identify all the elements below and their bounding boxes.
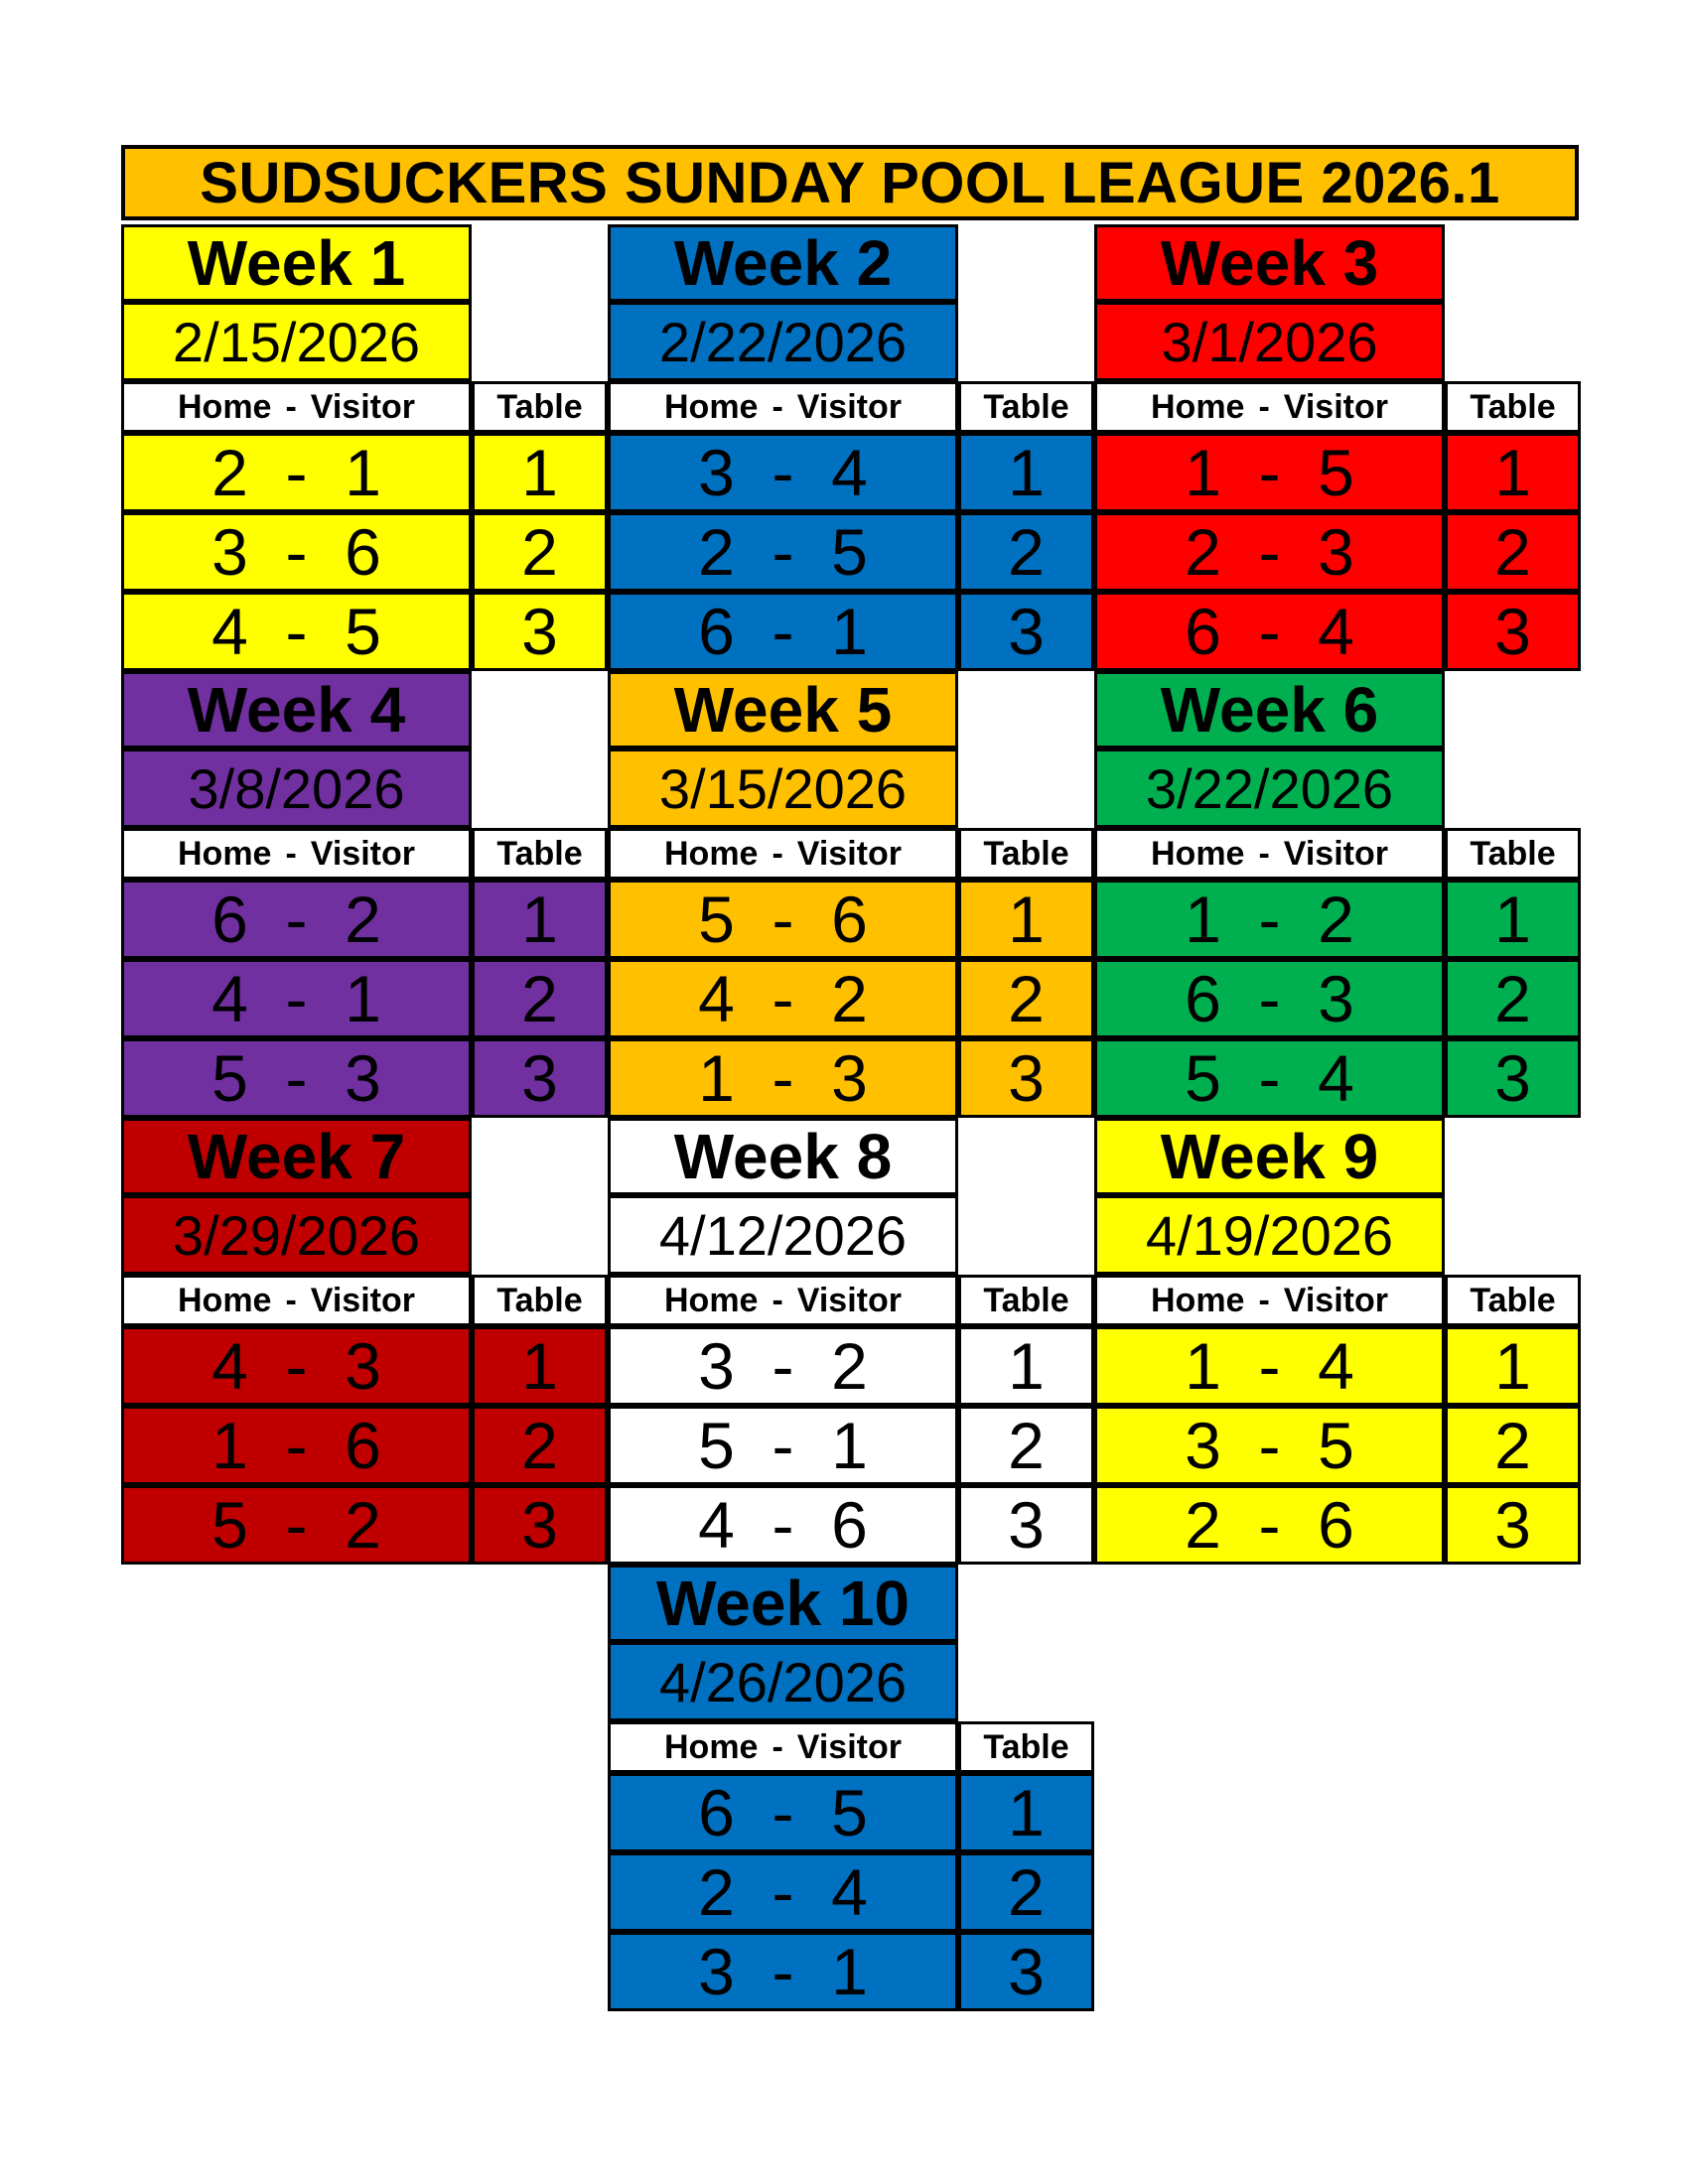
table-number: 3 <box>958 592 1094 671</box>
match-separator: - <box>772 436 794 509</box>
home-team: 1 <box>1185 436 1221 509</box>
match-cell <box>121 512 472 592</box>
match-cell <box>608 1773 958 1852</box>
table-number: 2 <box>958 959 1094 1038</box>
home-team: 3 <box>698 1935 735 2008</box>
home-header: Home <box>664 387 759 426</box>
week-label: Week 8 <box>608 1118 958 1195</box>
visitor-team: 2 <box>345 1488 381 1562</box>
home-team: 6 <box>1185 595 1221 668</box>
home-team: 6 <box>211 883 248 956</box>
table-number: 2 <box>472 959 608 1038</box>
match-cell <box>608 1485 958 1565</box>
home-visitor-header <box>121 1275 472 1326</box>
header-separator: - <box>1258 387 1270 426</box>
visitor-header: Visitor <box>310 834 415 873</box>
header-separator: - <box>772 1281 783 1319</box>
visitor-team: 1 <box>345 436 381 509</box>
visitor-header: Visitor <box>796 1281 902 1319</box>
visitor-team: 1 <box>831 1409 868 1482</box>
home-team: 5 <box>211 1041 248 1115</box>
visitor-team: 2 <box>345 883 381 956</box>
week-date: 4/19/2026 <box>1094 1195 1445 1275</box>
home-team: 4 <box>698 962 735 1035</box>
visitor-team: 4 <box>1318 1329 1354 1403</box>
week-block <box>1094 671 1581 1118</box>
match-cell <box>1094 959 1445 1038</box>
home-team: 1 <box>1185 883 1221 956</box>
match-separator: - <box>285 595 308 668</box>
home-team: 2 <box>698 515 735 589</box>
match-cell <box>608 880 958 959</box>
home-header: Home <box>1151 834 1245 873</box>
match-cell <box>121 592 472 671</box>
home-team: 3 <box>698 436 735 509</box>
match-cell <box>608 1852 958 1932</box>
table-number: 2 <box>1445 512 1581 592</box>
week-date: 3/1/2026 <box>1094 302 1445 381</box>
match-cell <box>1094 433 1445 512</box>
match-cell <box>608 433 958 512</box>
match-separator: - <box>1258 1488 1281 1562</box>
home-team: 3 <box>698 1329 735 1403</box>
week-date: 3/15/2026 <box>608 749 958 828</box>
header-separator: - <box>772 1727 783 1766</box>
table-header: Table <box>958 1721 1094 1773</box>
home-header: Home <box>664 834 759 873</box>
week-label: Week 6 <box>1094 671 1445 749</box>
match-cell <box>121 1038 472 1118</box>
home-team: 2 <box>698 1855 735 1929</box>
visitor-team: 5 <box>345 595 381 668</box>
table-number: 1 <box>958 1326 1094 1406</box>
home-visitor-header <box>608 1721 958 1773</box>
table-number: 2 <box>1445 959 1581 1038</box>
table-number: 1 <box>472 880 608 959</box>
match-separator: - <box>772 883 794 956</box>
visitor-header: Visitor <box>796 1727 902 1766</box>
week-date: 4/26/2026 <box>608 1642 958 1721</box>
table-number: 1 <box>1445 880 1581 959</box>
home-header: Home <box>1151 387 1245 426</box>
home-team: 4 <box>211 962 248 1035</box>
visitor-team: 2 <box>831 962 868 1035</box>
match-cell <box>121 1326 472 1406</box>
week-date: 4/12/2026 <box>608 1195 958 1275</box>
match-cell <box>608 1326 958 1406</box>
week-date: 2/15/2026 <box>121 302 472 381</box>
table-number: 3 <box>1445 592 1581 671</box>
week-date: 3/29/2026 <box>121 1195 472 1275</box>
match-cell <box>608 1932 958 2011</box>
week-label: Week 9 <box>1094 1118 1445 1195</box>
match-separator: - <box>1258 962 1281 1035</box>
header-separator: - <box>285 834 297 873</box>
table-number: 3 <box>958 1038 1094 1118</box>
week-block <box>1094 224 1581 671</box>
visitor-team: 1 <box>831 1935 868 2008</box>
visitor-team: 6 <box>831 1488 868 1562</box>
league-title: SUDSUCKERS SUNDAY POOL LEAGUE 2026.1 <box>121 145 1579 220</box>
home-header: Home <box>1151 1281 1245 1319</box>
table-number: 1 <box>958 433 1094 512</box>
home-visitor-header <box>1094 1275 1445 1326</box>
match-separator: - <box>772 515 794 589</box>
home-visitor-header <box>1094 381 1445 433</box>
header-separator: - <box>285 1281 297 1319</box>
week-label: Week 5 <box>608 671 958 749</box>
table-number: 2 <box>1445 1406 1581 1485</box>
visitor-team: 4 <box>831 1855 868 1929</box>
home-team: 3 <box>211 515 248 589</box>
match-separator: - <box>285 436 308 509</box>
visitor-team: 6 <box>345 515 381 589</box>
match-cell <box>1094 592 1445 671</box>
match-separator: - <box>772 1409 794 1482</box>
visitor-team: 5 <box>831 1776 868 1849</box>
week-label: Week 3 <box>1094 224 1445 302</box>
visitor-team: 5 <box>1318 1409 1354 1482</box>
table-header: Table <box>958 1275 1094 1326</box>
visitor-team: 6 <box>345 1409 381 1482</box>
home-team: 5 <box>1185 1041 1221 1115</box>
match-separator: - <box>772 1935 794 2008</box>
match-cell <box>1094 1038 1445 1118</box>
match-cell <box>608 959 958 1038</box>
week-label: Week 1 <box>121 224 472 302</box>
week-label: Week 2 <box>608 224 958 302</box>
table-number: 3 <box>472 1038 608 1118</box>
home-visitor-header <box>121 381 472 433</box>
home-header: Home <box>178 387 272 426</box>
home-team: 1 <box>211 1409 248 1482</box>
table-header: Table <box>958 828 1094 880</box>
header-separator: - <box>772 387 783 426</box>
home-visitor-header <box>608 1275 958 1326</box>
visitor-header: Visitor <box>310 387 415 426</box>
match-separator: - <box>772 1329 794 1403</box>
table-number: 3 <box>958 1932 1094 2011</box>
visitor-team: 3 <box>1318 962 1354 1035</box>
visitor-header: Visitor <box>1283 387 1388 426</box>
week-block <box>608 224 1094 671</box>
table-number: 1 <box>958 1773 1094 1852</box>
home-header: Home <box>178 1281 272 1319</box>
table-number: 1 <box>472 1326 608 1406</box>
visitor-team: 3 <box>345 1041 381 1115</box>
home-visitor-header <box>1094 828 1445 880</box>
match-separator: - <box>772 962 794 1035</box>
match-separator: - <box>1258 1409 1281 1482</box>
match-separator: - <box>1258 1329 1281 1403</box>
home-team: 5 <box>698 1409 735 1482</box>
visitor-team: 6 <box>831 883 868 956</box>
home-header: Home <box>664 1281 759 1319</box>
match-separator: - <box>285 1409 308 1482</box>
table-header: Table <box>1445 381 1581 433</box>
week-label: Week 4 <box>121 671 472 749</box>
visitor-team: 1 <box>345 962 381 1035</box>
visitor-header: Visitor <box>796 387 902 426</box>
match-cell <box>1094 1485 1445 1565</box>
header-separator: - <box>1258 1281 1270 1319</box>
week-block <box>121 671 608 1118</box>
home-team: 4 <box>698 1488 735 1562</box>
visitor-team: 3 <box>345 1329 381 1403</box>
home-team: 6 <box>698 1776 735 1849</box>
header-separator: - <box>1258 834 1270 873</box>
home-team: 1 <box>698 1041 735 1115</box>
visitor-team: 4 <box>831 436 868 509</box>
week-date: 3/22/2026 <box>1094 749 1445 828</box>
table-number: 1 <box>1445 1326 1581 1406</box>
match-cell <box>121 880 472 959</box>
week-block <box>121 224 608 671</box>
match-separator: - <box>285 962 308 1035</box>
home-team: 4 <box>211 1329 248 1403</box>
match-cell <box>1094 512 1445 592</box>
table-header: Table <box>472 381 608 433</box>
home-team: 4 <box>211 595 248 668</box>
table-number: 2 <box>958 512 1094 592</box>
match-separator: - <box>1258 883 1281 956</box>
home-team: 3 <box>1185 1409 1221 1482</box>
home-header: Home <box>178 834 272 873</box>
week-date: 2/22/2026 <box>608 302 958 381</box>
visitor-team: 6 <box>1318 1488 1354 1562</box>
table-header: Table <box>958 381 1094 433</box>
week-block <box>608 671 1094 1118</box>
match-separator: - <box>285 1488 308 1562</box>
visitor-team: 5 <box>1318 436 1354 509</box>
table-header: Table <box>472 828 608 880</box>
week-block <box>608 1118 1094 1565</box>
header-separator: - <box>285 387 297 426</box>
match-separator: - <box>772 1488 794 1562</box>
table-number: 3 <box>1445 1038 1581 1118</box>
match-separator: - <box>772 595 794 668</box>
week-date: 3/8/2026 <box>121 749 472 828</box>
table-number: 2 <box>958 1406 1094 1485</box>
week-label: Week 10 <box>608 1565 958 1642</box>
home-team: 1 <box>1185 1329 1221 1403</box>
visitor-team: 1 <box>831 595 868 668</box>
table-number: 1 <box>472 433 608 512</box>
table-number: 2 <box>958 1852 1094 1932</box>
table-header: Table <box>1445 828 1581 880</box>
match-cell <box>121 959 472 1038</box>
visitor-team: 3 <box>1318 515 1354 589</box>
match-cell <box>608 1038 958 1118</box>
match-cell <box>121 433 472 512</box>
week-block <box>1094 1118 1581 1565</box>
table-number: 3 <box>472 1485 608 1565</box>
table-number: 1 <box>1445 433 1581 512</box>
home-team: 6 <box>1185 962 1221 1035</box>
home-team: 2 <box>211 436 248 509</box>
table-number: 3 <box>472 592 608 671</box>
table-number: 2 <box>472 512 608 592</box>
match-separator: - <box>285 1329 308 1403</box>
visitor-header: Visitor <box>796 834 902 873</box>
match-separator: - <box>772 1776 794 1849</box>
match-separator: - <box>1258 1041 1281 1115</box>
table-number: 1 <box>958 880 1094 959</box>
visitor-header: Visitor <box>310 1281 415 1319</box>
home-visitor-header <box>608 828 958 880</box>
home-visitor-header <box>608 381 958 433</box>
home-team: 2 <box>1185 515 1221 589</box>
week-block <box>608 1565 1094 2011</box>
table-number: 3 <box>1445 1485 1581 1565</box>
match-cell <box>1094 1406 1445 1485</box>
home-team: 2 <box>1185 1488 1221 1562</box>
home-visitor-header <box>121 828 472 880</box>
header-separator: - <box>772 834 783 873</box>
home-team: 6 <box>698 595 735 668</box>
visitor-team: 4 <box>1318 595 1354 668</box>
home-team: 5 <box>698 883 735 956</box>
week-block <box>121 1118 608 1565</box>
match-separator: - <box>772 1855 794 1929</box>
match-separator: - <box>285 883 308 956</box>
home-header: Home <box>664 1727 759 1766</box>
home-team: 5 <box>211 1488 248 1562</box>
match-cell <box>121 1485 472 1565</box>
match-cell <box>608 1406 958 1485</box>
match-cell <box>608 512 958 592</box>
visitor-header: Visitor <box>1283 834 1388 873</box>
table-number: 3 <box>958 1485 1094 1565</box>
match-separator: - <box>285 515 308 589</box>
match-separator: - <box>1258 595 1281 668</box>
visitor-team: 3 <box>831 1041 868 1115</box>
visitor-team: 2 <box>831 1329 868 1403</box>
visitor-team: 2 <box>1318 883 1354 956</box>
visitor-team: 4 <box>1318 1041 1354 1115</box>
table-number: 2 <box>472 1406 608 1485</box>
week-label: Week 7 <box>121 1118 472 1195</box>
match-cell <box>1094 1326 1445 1406</box>
match-cell <box>1094 880 1445 959</box>
table-header: Table <box>1445 1275 1581 1326</box>
match-separator: - <box>285 1041 308 1115</box>
match-separator: - <box>1258 515 1281 589</box>
match-separator: - <box>1258 436 1281 509</box>
table-header: Table <box>472 1275 608 1326</box>
visitor-header: Visitor <box>1283 1281 1388 1319</box>
visitor-team: 5 <box>831 515 868 589</box>
match-cell <box>121 1406 472 1485</box>
match-cell <box>608 592 958 671</box>
match-separator: - <box>772 1041 794 1115</box>
